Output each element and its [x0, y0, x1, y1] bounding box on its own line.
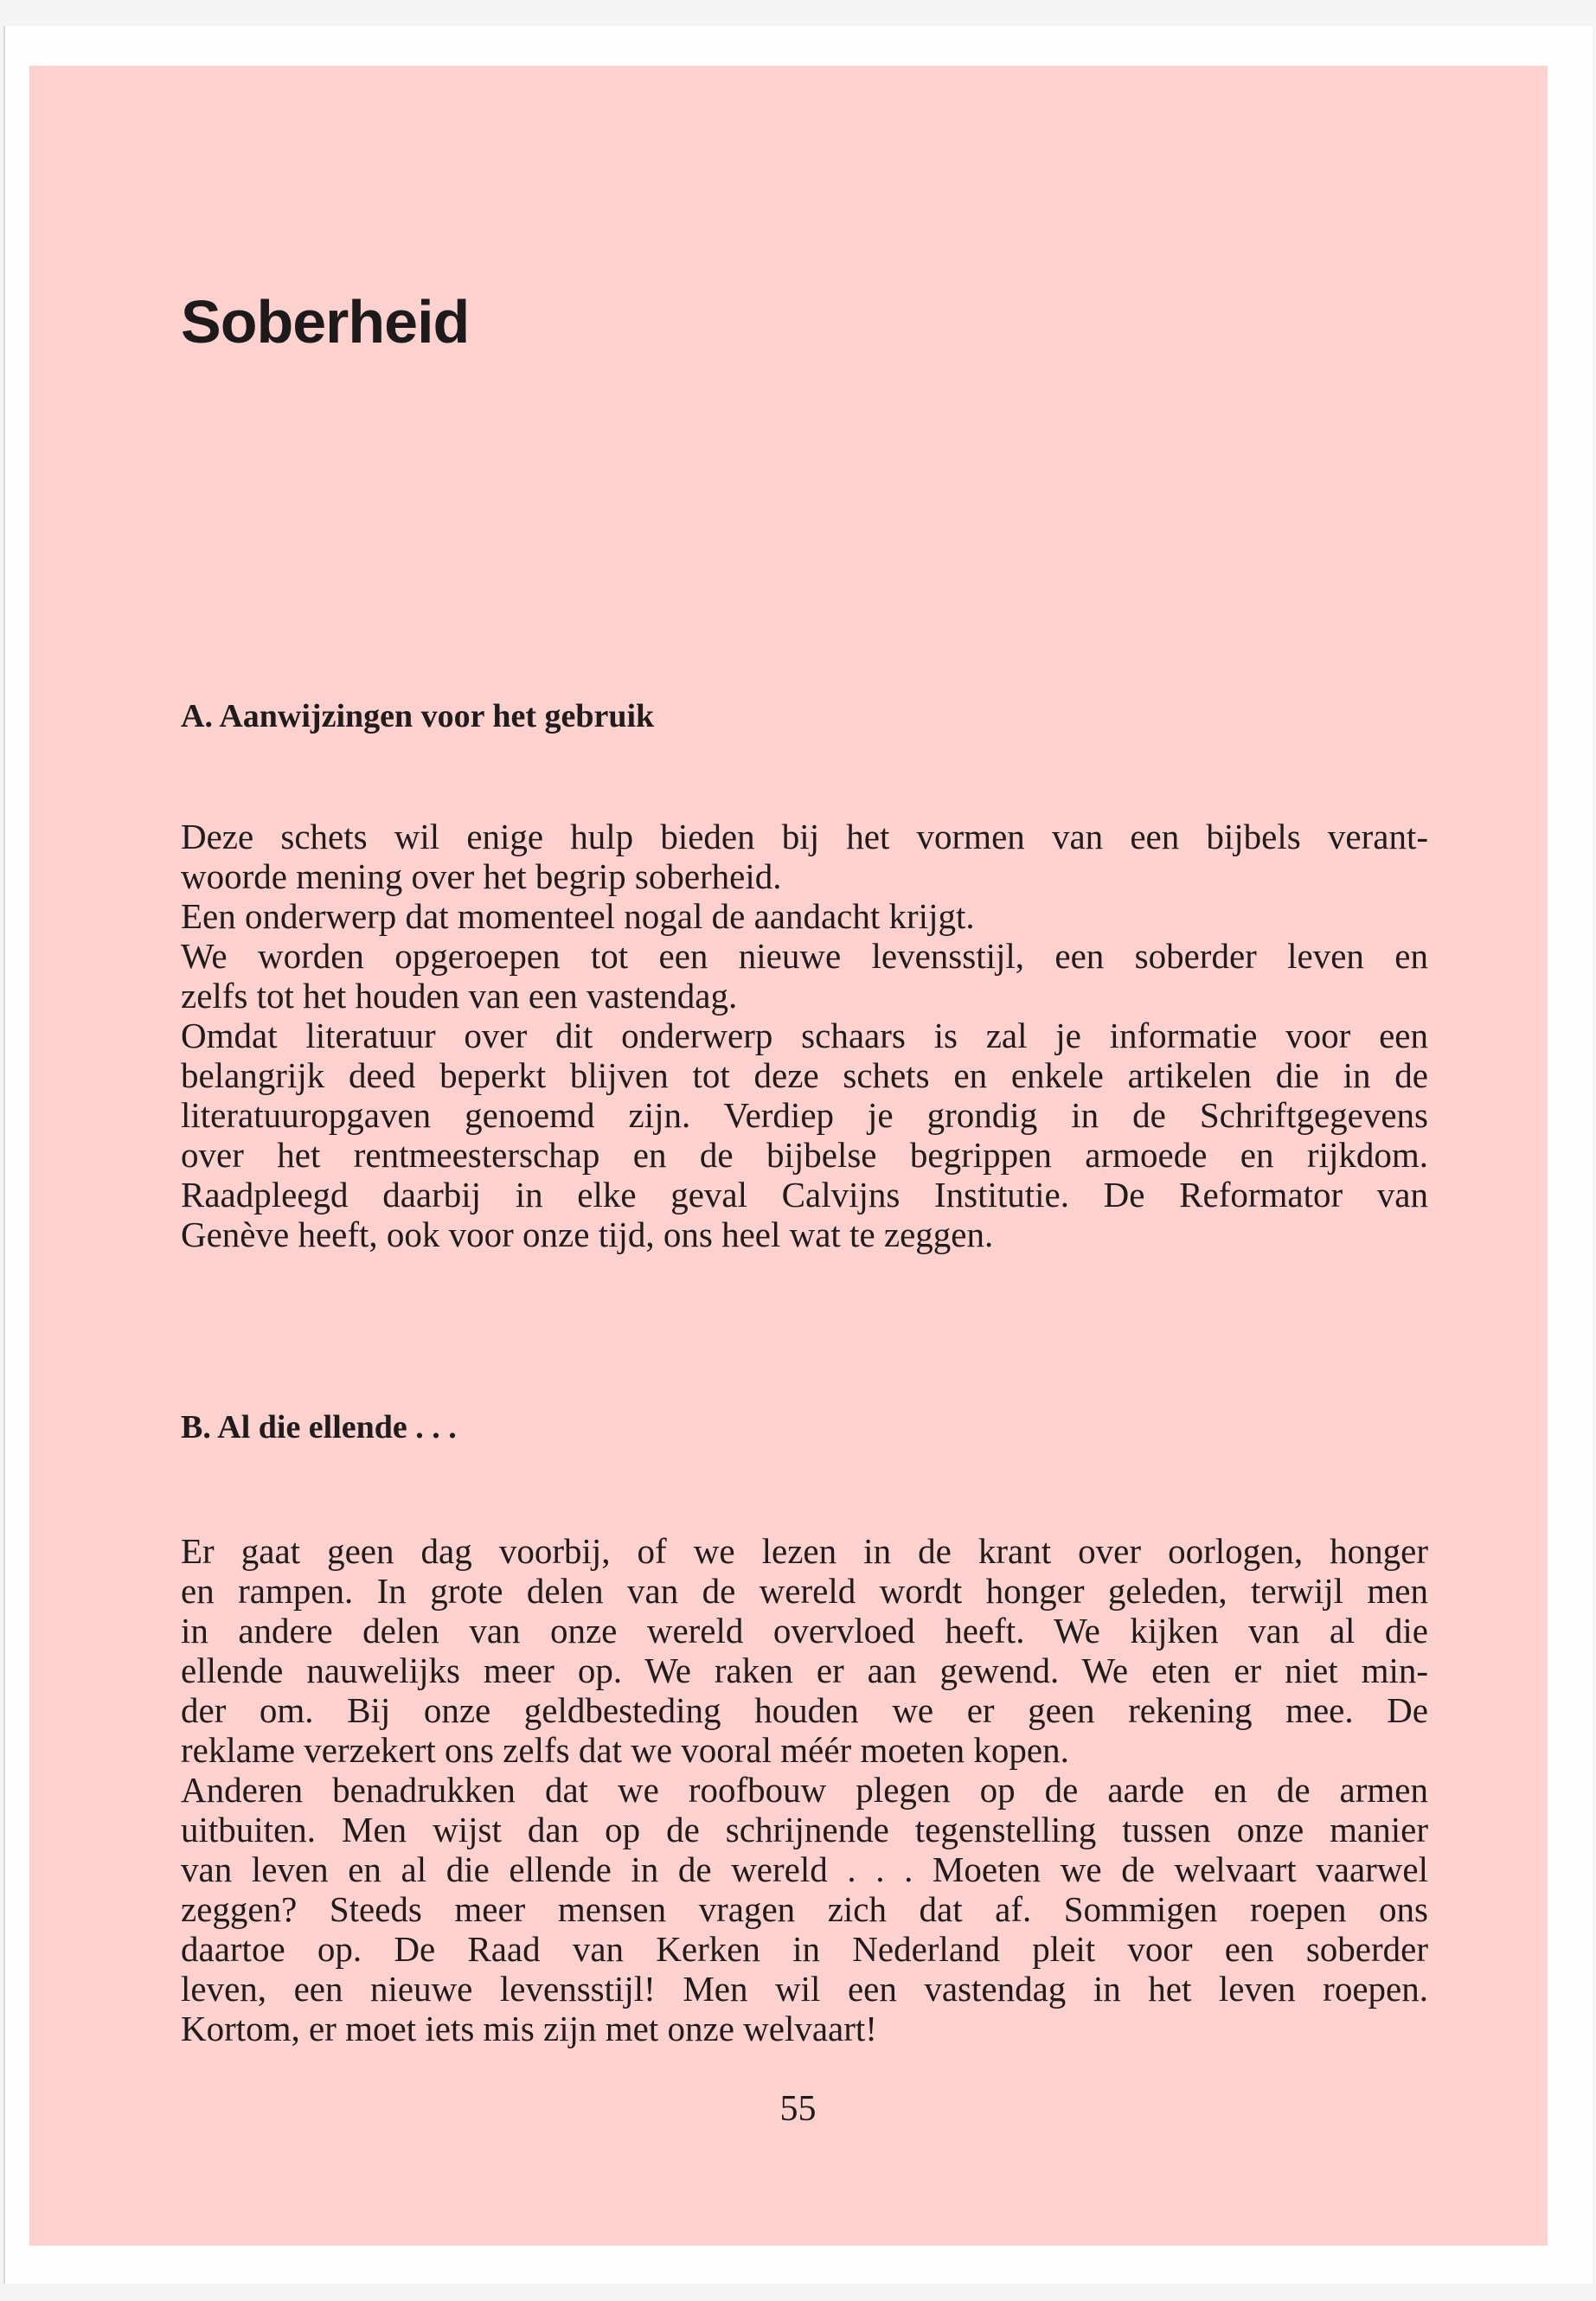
section-a-heading: A. Aanwijzingen voor het gebruik: [181, 698, 655, 734]
body-line: in andere delen van onze wereld overvloed heeft. We kijken van al die: [181, 1611, 1428, 1650]
body-line: Een onderwerp dat momenteel nogal de aandacht krijgt.: [181, 896, 975, 936]
body-line: over het rentmeesterschap en de bijbelse begrippen armoede en rijkdom.: [181, 1135, 1428, 1175]
body-line: reklame verzekert ons zelfs dat we vooral méér moeten kopen.: [181, 1730, 1069, 1770]
body-line: Er gaat geen dag voorbij, of we lezen in de krant over oorlogen, honger: [181, 1531, 1428, 1571]
body-line: Deze schets wil enige hulp bieden bij het vormen van een bijbels verant-: [181, 817, 1428, 856]
body-line: en rampen. In grote delen van de wereld wordt honger geleden, terwijl men: [181, 1571, 1428, 1611]
body-line: We worden opgeroepen tot een nieuwe levensstijl, een soberder leven en: [181, 936, 1428, 976]
body-line: Raadpleegd daarbij in elke geval Calvijns Institutie. De Reformator van: [181, 1175, 1428, 1215]
body-line: belangrijk deed beperkt blijven tot deze schets en enkele artikelen die in de: [181, 1055, 1428, 1095]
body-line: Genève heeft, ook voor onze tijd, ons heel wat te zeggen.: [181, 1215, 994, 1254]
body-line: Kortom, er moet iets mis zijn met onze welvaart!: [181, 2009, 877, 2048]
body-line: der om. Bij onze geldbesteding houden we er geen rekening mee. De: [181, 1690, 1428, 1730]
body-line: zeggen? Steeds meer mensen vragen zich dat af. Sommigen roepen ons: [181, 1889, 1428, 1929]
body-line: daartoe op. De Raad van Kerken in Nederland pleit voor een soberder: [181, 1929, 1428, 1969]
page-title: Soberheid: [181, 288, 470, 356]
body-line: van leven en al die ellende in de wereld . . . Moeten we de welvaart vaarwel: [181, 1849, 1428, 1889]
section-b-heading: B. Al die ellende . . .: [181, 1409, 457, 1445]
body-line: uitbuiten. Men wijst dan op de schrijnende tegenstelling tussen onze manier: [181, 1810, 1428, 1849]
body-line: literatuuropgaven genoemd zijn. Verdiep je grondig in de Schriftgegevens: [181, 1095, 1428, 1135]
body-line: leven, een nieuwe levensstijl! Men wil een vastendag in het leven roepen.: [181, 1969, 1428, 2009]
body-line: Omdat literatuur over dit onderwerp schaars is zal je informatie voor een: [181, 1016, 1428, 1055]
body-line: Anderen benadrukken dat we roofbouw plegen op de aarde en de armen: [181, 1770, 1428, 1810]
body-line: zelfs tot het houden van een vastendag.: [181, 976, 738, 1016]
body-line: woorde mening over het begrip soberheid.: [181, 856, 782, 896]
section-b-body: [181, 1531, 1428, 2048]
page-number: 55: [779, 2089, 817, 2129]
body-line: ellende nauwelijks meer op. We raken er aan gewend. We eten er niet min-: [181, 1650, 1428, 1690]
section-a-body: [181, 817, 1428, 1254]
